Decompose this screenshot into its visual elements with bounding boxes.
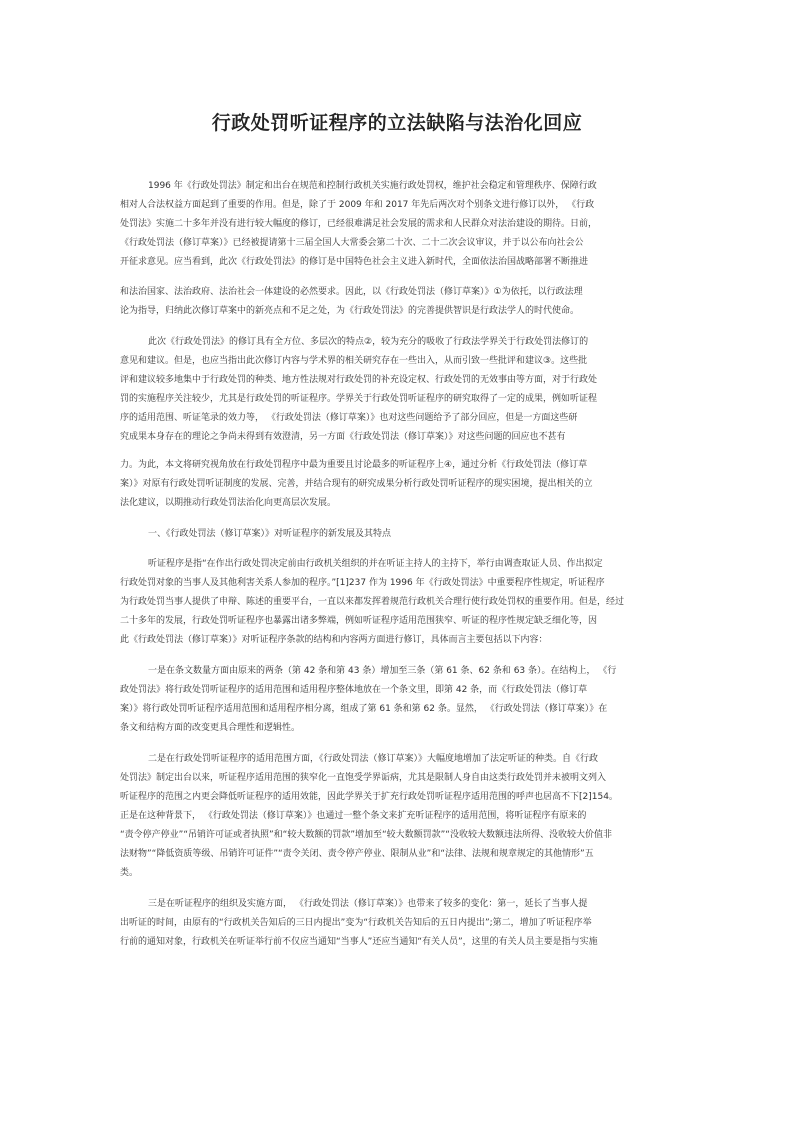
- body-line: 出听证的时间，由原有的“行政机关告知后的三日内提出”变为“行政机关告知后的五日内提出”;第二，增加了听证程序举: [120, 918, 592, 928]
- body-line: 处罚法》制定出台以来，听证程序适用范围的狭窄化一直饱受学界诟病，尤其是限制人身自由这类行政处罚并未被明文列入: [120, 773, 607, 783]
- body-line: 究成果本身存在的理论之争尚未得到有效澄清，另一方面《行政处罚法（修订草案）》对这些问题的回应也不甚有: [120, 432, 566, 442]
- body-line: 《行政处罚法（修订草案）》已经被提请第十三届全国人大常委会第二十次、二十二次会议审议，并于以公布向社会公: [120, 238, 584, 248]
- body-line: 条文和结构方面的改变更具合理性和逻辑性。: [120, 723, 301, 733]
- body-line: 1996 年《行政处罚法》制定和出台在规范和控制行政机关实施行政处罚权，维护社会稳定和管理秩序、保障行政: [148, 181, 597, 191]
- body-line: 听证程序是指“在作出行政处罚决定前由行政机关组织的并在听证主持人的主持下，举行由调查取证人员、作出拟定: [148, 559, 603, 569]
- body-line: 评和建议较多地集中于行政处罚的种类、地方性法规对行政处罚的补充设定权、行政处罚的无效事由等方面，对于行政处: [120, 375, 598, 385]
- body-line: 意见和建议。但是，也应当指出此次修订内容与学术界的相关研究存在一些出入，从而引致一些批评和建议③。这些批: [120, 356, 588, 366]
- body-line: 行政处罚对象的当事人及其他利害关系人参加的程序。”[1]237 作为 1996 年《行政处罚法》中重要程序性规定，听证程序: [120, 578, 605, 588]
- body-line: 法财物”“降低资质等级、吊销许可证件”“责令关闭、责令停产停业、限制从业”和“法律、法规和规章规定的其他情形”五: [120, 849, 594, 859]
- body-line: 处罚法》实施二十多年并没有进行较大幅度的修订，已经很难满足社会发展的需求和人民群众对法治建设的期待。日前，: [120, 219, 598, 229]
- body-line: 罚的实施程序关注较少，尤其是行政处罚的听证程序。学界关于行政处罚听证程序的研究取得了一定的成果，例如听证程: [120, 394, 598, 404]
- body-line: 政处罚法》将行政处罚听证程序的适用范围和适用程序整体地放在一个条文里，即第 42 条，而《行政处罚法（修订草: [120, 685, 588, 695]
- body-line: 此次《行政处罚法》的修订具有全方位、多层次的特点②，较为充分的吸收了行政法学界关于行政处罚法修订的: [148, 337, 589, 347]
- section-heading: 一、《行政处罚法（修订草案）》对听证程序的新发展及其特点: [148, 529, 392, 539]
- body-line: 三是在听证程序的组织及实施方面， 《行政处罚法（修订草案）》也带来了较多的变化：第一，延长了当事人提: [148, 899, 588, 909]
- body-line: 力。为此，本文将研究视角放在行政处罚程序中最为重要且讨论最多的听证程序上④，通过分析《行政处罚法（修订草: [120, 460, 588, 470]
- body-line: “责令停产停业”“吊销许可证或者执照”和“较大数额的罚款”增加至“较大数额罚款”“没收较大数额违法所得、没收较大价值非: [120, 830, 612, 840]
- body-line: 论为指导，归纳此次修订草案中的新亮点和不足之处，为《行政处罚法》的完善提供智识是行政法学人的时代使命。: [120, 306, 580, 316]
- body-line: 和法治国家、法治政府、法治社会一体建设的必然要求。因此，以《行政处罚法（修订草案）》①为依托，以行政法理: [120, 287, 583, 297]
- document-title: 行政处罚听证程序的立法缺陷与法治化回应: [211, 112, 583, 134]
- body-line: 为行政处罚当事人提供了申辩、陈述的重要平台，一直以来都发挥着规范行政机关合理行使行政处罚权的重要作用。但是，经过: [120, 597, 625, 607]
- body-line: 开征求意见。应当看到，此次《行政处罚法》的修订是中国特色社会主义进入新时代，全面依法治国战略部署不断推进: [120, 257, 589, 267]
- body-line: 法化建议，以期推动行政处罚法治化向更高层次发展。: [120, 498, 337, 508]
- body-line: 案）》将行政处罚听证程序适用范围和适用程序相分离，组成了第 61 条和第 62 条。显然， 《行政处罚法（修订草案）》在: [120, 704, 608, 714]
- body-line: 相对人合法权益方面起到了重要的作用。但是，除了于 2009 年和 2017 年先后两次对个别条文进行修订以外， 《行政: [120, 200, 595, 210]
- body-line: 二是在行政处罚听证程序的适用范围方面，《行政处罚法（修订草案）》大幅度地增加了法定听证的种类。自《行政: [148, 754, 599, 764]
- body-line: 听证程序的范围之内更会降低听证程序的适用效能，因此学界关于扩充行政处罚听证程序适用范围的呼声也居高不下[2]154。: [120, 792, 618, 802]
- body-line: 正是在这种背景下， 《行政处罚法（修订草案）》也通过一整个条文来扩充听证程序的适用范围，将听证程序有原来的: [120, 811, 587, 821]
- body-line: 二十多年的发展，行政处罚听证程序也暴露出诸多弊端，例如听证程序适用范围狭窄、听证的程序性规定缺乏细化等，因: [120, 616, 598, 626]
- body-line: 此《行政处罚法（修订草案）》对听证程序条款的结构和内容两方面进行修订，具体而言主要包括以下内容：: [120, 635, 548, 645]
- body-line: 序的适用范围、听证笔录的效力等， 《行政处罚法（修订草案）》也对这些问题给予了部分回应，但是一方面这些研: [120, 413, 578, 423]
- body-line: 一是在条文数量方面由原来的两条（第 42 条和第 43 条）增加至三条（第 61 条、62 条和 63 条）。在结构上， 《行: [148, 666, 617, 676]
- body-line: 行前的通知对象，行政机关在听证举行前不仅应当通知“当事人”还应当通知“有关人员”，这里的有关人员主要是指与实施: [120, 937, 598, 947]
- body-line: 类。: [120, 868, 139, 878]
- body-line: 案）》对原有行政处罚听证制度的发展、完善，并结合现有的研究成果分析行政处罚听证程序的现实困境，提出相关的立: [120, 479, 593, 489]
